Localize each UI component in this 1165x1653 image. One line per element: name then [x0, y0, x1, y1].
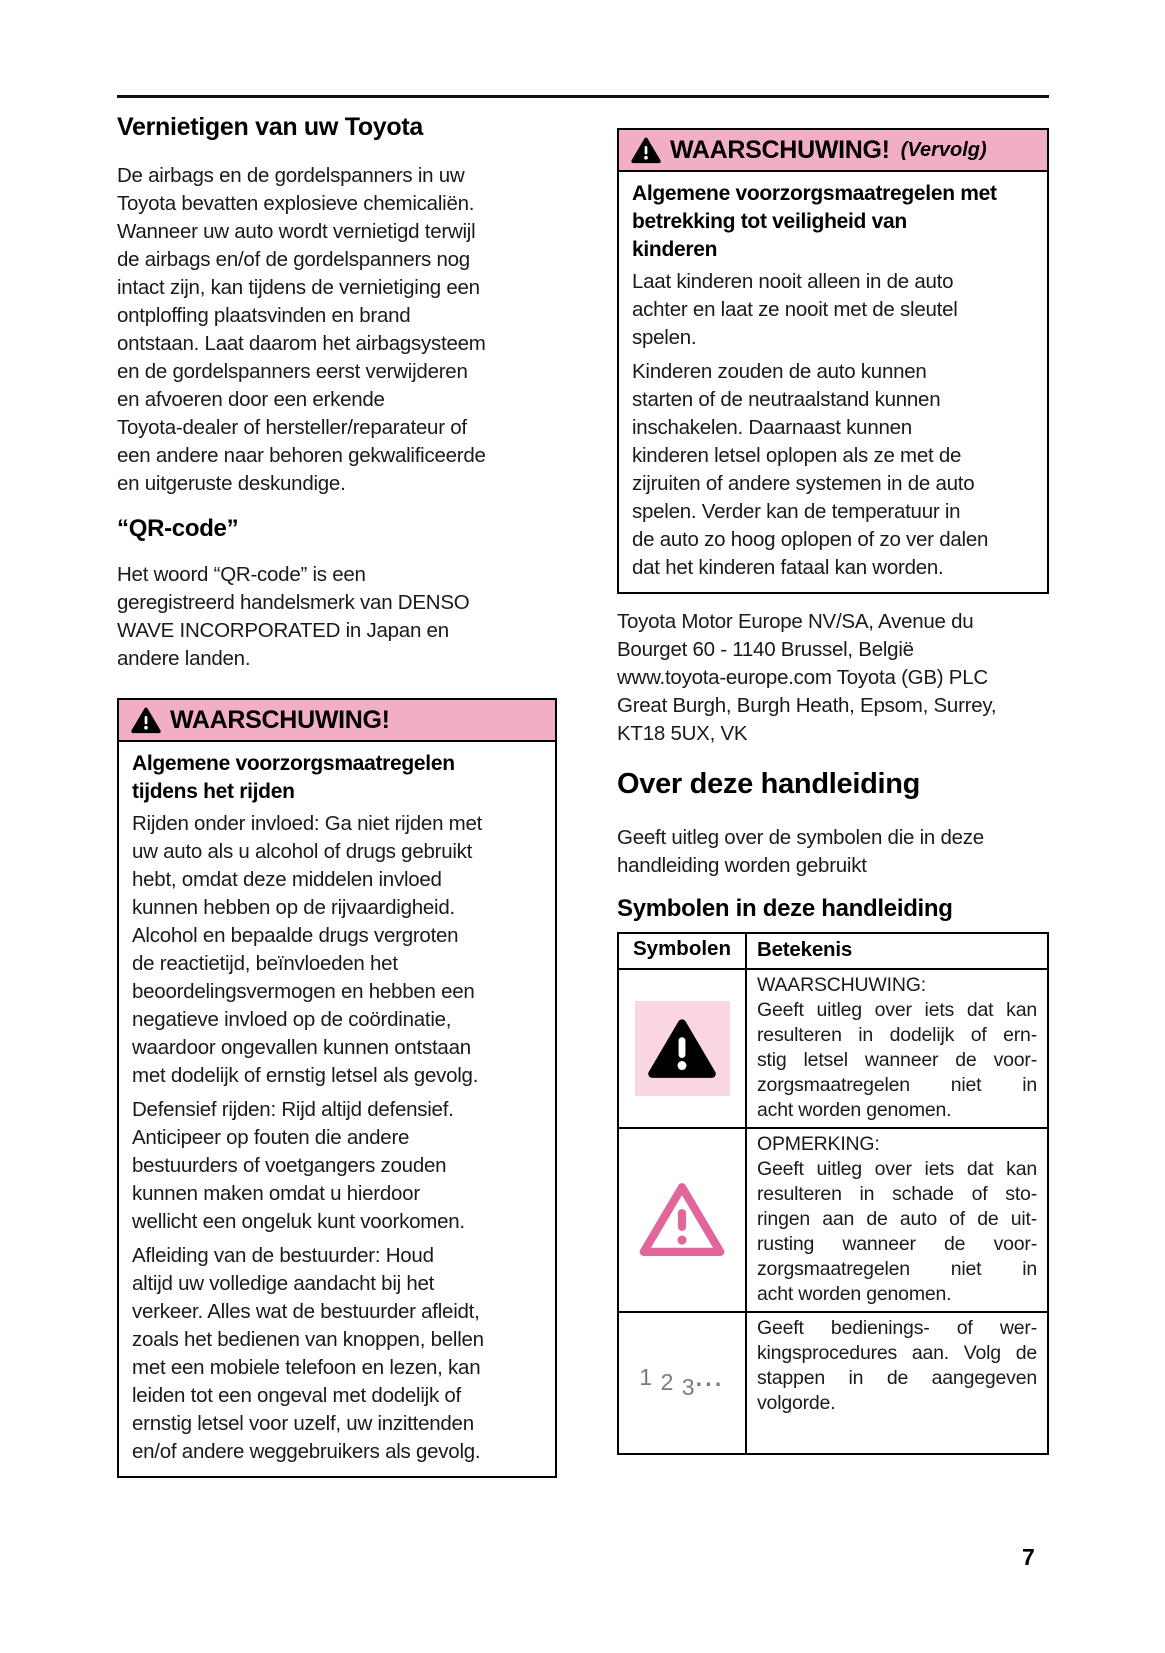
- warning-triangle-icon: [635, 1001, 730, 1096]
- step-number: 1: [639, 1363, 654, 1390]
- step-number: 3: [681, 1373, 696, 1400]
- top-rule: [117, 95, 1049, 98]
- warning-box-body: [619, 172, 1047, 592]
- steps-ellipsis: ···: [695, 1370, 725, 1397]
- warning-triangle-icon: [131, 707, 161, 734]
- right-column: [617, 128, 1049, 1455]
- warning-paragraph: Rijden onder invloed: Ga niet rijden met uw auto als u alcohol of drugs gebruikt hebt, omdat deze middelen invloed kunnen hebben op de rijvaardigheid. Alcohol en bepaalde drugs vergroten de reactietijd, beïnvloeden het beoordelingsvermogen en hebben een negatieve invloed op de coördinatie, waardoor ongevallen kunnen ontstaan met dodelijk of ernstig letsel als gevolg.: [132, 812, 483, 1087]
- warning-box-driving: [117, 698, 557, 1478]
- meaning-cell: OPMERKING: Geeft uitleg over iets dat kan resulteren in schade of sto- ringen aan de auto of de uit- rusting wanneer de voor- zorgsmaatregelen niet in acht worden genomen.: [757, 1133, 1037, 1305]
- column-header-symbolen: Symbolen: [619, 934, 747, 968]
- section-title-vernietigen: Vernietigen van uw Toyota: [117, 113, 423, 141]
- section-title-symbolen: Symbolen in deze handleiding: [617, 895, 953, 922]
- warning-subtitle: Algemene voorzorgsmaatregelen tijdens het rijden: [132, 752, 455, 803]
- section-title-over-deze-handleiding: Over deze handleiding: [617, 768, 921, 800]
- warning-paragraph: Laat kinderen nooit alleen in de auto achter en laat ze nooit met de sleutel spelen.: [632, 270, 958, 349]
- publisher-address: Toyota Motor Europe NV/SA, Avenue du Bourget 60 - 1140 Brussel, België www.toyota-europe.com Toyota (GB) PLC Great Burgh, Burgh Heath, Epsom, Surrey, KT18 5UX, VK: [617, 610, 997, 745]
- warning-box-header: [119, 700, 555, 742]
- table-row: [619, 968, 1047, 1127]
- section-title-qr-code: “QR-code”: [117, 515, 239, 542]
- warning-paragraph: Kinderen zouden de auto kunnen starten of de neutraalstand kunnen inschakelen. Daarnaast kunnen kinderen letsel oplopen als ze met de zijruiten of andere systemen in de auto spelen. Verder kan de temperatuur in de auto zo hoog oplopen of zo ver dalen dat het kinderen fataal kan worden.: [632, 360, 989, 579]
- warning-box-header: [619, 130, 1047, 172]
- about-intro: Geeft uitleg over de symbolen die in deze handleiding worden gebruikt: [617, 826, 984, 877]
- table-header-row: [619, 934, 1047, 968]
- warning-title: WAARSCHUWING!: [170, 705, 390, 734]
- paragraph-qr-code: Het woord “QR-code” is een geregistreerd handelsmerk van DENSO WAVE INCORPORATED in Japan en andere landen.: [117, 563, 470, 670]
- warning-triangle-icon: [631, 137, 661, 164]
- step-number: 2: [660, 1368, 675, 1395]
- table-row: [619, 1127, 1047, 1311]
- paragraph-vernietigen: De airbags en de gordelspanners in uw Toyota bevatten explosieve chemicaliën. Wanneer uw auto wordt vernietigd terwijl de airbags en/of de gordelspanners nog intact zijn, kan tijdens de vernietiging een ontploffing plaatsvinden en brand ontstaan. Laat daarom het airbagsysteem en de gordelspanners eerst verwijderen en afvoeren door een erkende Toyota-dealer of hersteller/reparateur of een andere naar behoren gekwalificeerde en uitgeruste deskundige.: [117, 164, 486, 495]
- symbols-table: [617, 932, 1049, 1455]
- warning-title: WAARSCHUWING!: [670, 135, 890, 164]
- column-header-betekenis: Betekenis: [757, 938, 853, 961]
- page-number: 7: [1022, 1544, 1035, 1570]
- warning-paragraph: Defensief rijden: Rijd altijd defensief. Anticipeer op fouten die andere bestuurders of voetgangers zouden kunnen maken omdat u hierdoor wellicht een ongeluk kunt voorkomen.: [132, 1098, 465, 1233]
- symbol-cell: [619, 1129, 747, 1311]
- symbol-cell: [619, 1313, 747, 1453]
- notice-triangle-icon: [636, 1179, 728, 1261]
- warning-paragraph: Afleiding van de bestuurder: Houd altijd uw volledige aandacht bij het verkeer. Alles wat de bestuurder afleidt, zoals het bedienen van knoppen, bellen met een mobiele telefoon en lezen, kan leiden tot een ongeval met dodelijk of ernstig letsel voor uzelf, uw inzittenden en/of andere weggebruikers als gevolg.: [132, 1244, 484, 1463]
- warning-box-body: [119, 742, 555, 1476]
- meaning-cell: WAARSCHUWING: Geeft uitleg over iets dat kan resulteren in dodelijk of ern- stig letsel wanneer de voor- zorgsmaatregelen niet in acht worden genomen.: [757, 974, 1037, 1121]
- warning-subtitle: Algemene voorzorgsmaatregelen met betrekking tot veiligheid van kinderen: [632, 182, 997, 261]
- meaning-cell: Geeft bedienings- of wer- kingsprocedures aan. Volg de stappen in de aangegeven volgorde.: [757, 1317, 1037, 1414]
- table-row: [619, 1311, 1047, 1453]
- steps-icon: [639, 1363, 725, 1400]
- symbol-cell: [619, 970, 747, 1127]
- warning-continued-label: (Vervolg): [900, 138, 987, 161]
- warning-box-children: [617, 128, 1049, 594]
- left-column: [117, 112, 557, 1478]
